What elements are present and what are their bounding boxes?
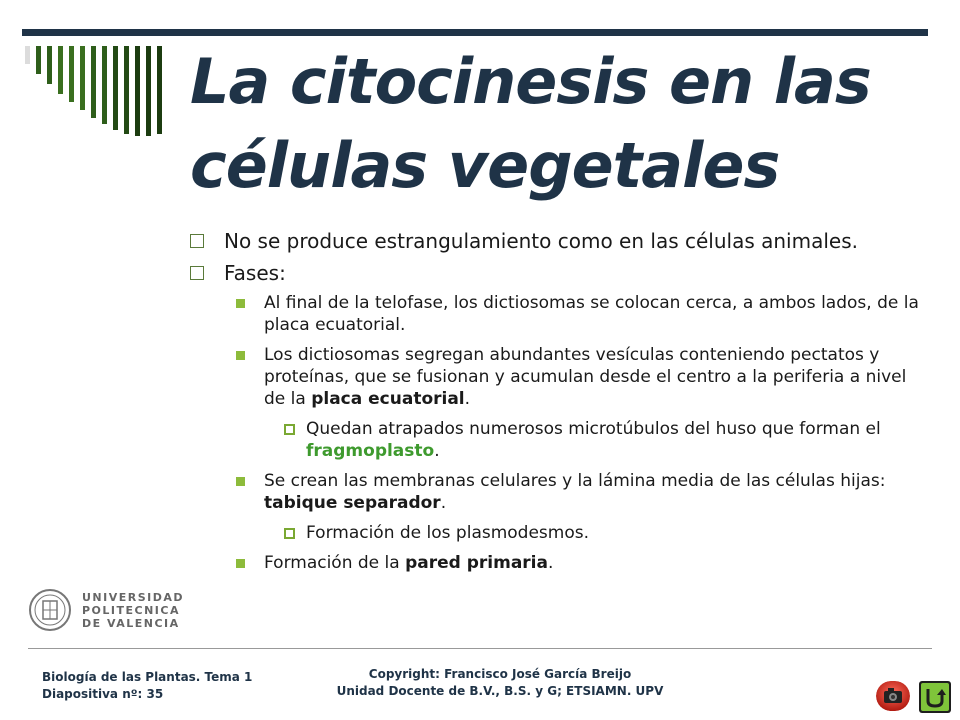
slide-title bbox=[190, 40, 930, 208]
sub-fragmoplasto bbox=[188, 418, 928, 462]
slide-number: Diapositiva nº: 35 bbox=[42, 687, 164, 701]
phase-end: . bbox=[547, 553, 554, 573]
phase-text: Al final de la telofase, los dictiosomas se colocan cerca, a ambos lados, de la placa ecuatorial. bbox=[264, 293, 919, 335]
outlined-square-bullet-icon bbox=[284, 424, 295, 435]
hollow-square-bullet-icon bbox=[190, 234, 204, 248]
footer-divider bbox=[28, 648, 932, 649]
university-seal-icon bbox=[28, 588, 72, 632]
phase-text: Se crean las membranas celulares y la lámina media de las células hijas: bbox=[264, 471, 886, 491]
slide-content bbox=[188, 228, 928, 582]
decorative-stripes bbox=[25, 46, 185, 136]
unit-text: Unidad Docente de B.V., B.S. y G; ETSIAMN. UPV bbox=[336, 684, 664, 698]
bullet-no-estrangulamiento bbox=[188, 228, 928, 254]
logo-line-2: POLITECNICA bbox=[82, 604, 180, 617]
title-line-1: La citocinesis en las bbox=[190, 45, 871, 118]
outlined-square-bullet-icon bbox=[284, 528, 295, 539]
university-logo bbox=[28, 588, 185, 632]
phase-dictiosomas bbox=[188, 344, 928, 410]
bullet-text: Fases: bbox=[224, 261, 286, 285]
footer-course-info bbox=[42, 669, 252, 703]
sub-text: Quedan atrapados numerosos microtúbulos del huso que forman el bbox=[306, 419, 881, 439]
fragmoplasto-highlight: fragmoplasto bbox=[306, 441, 435, 461]
copyright-text: Copyright: Francisco José García Breijo bbox=[368, 667, 632, 681]
logo-line-1: UNIVERSIDAD bbox=[82, 591, 185, 604]
phase-end: . bbox=[464, 389, 471, 409]
phase-telofase bbox=[188, 292, 928, 336]
phase-text: Formación de la bbox=[264, 553, 406, 573]
camera-button[interactable] bbox=[876, 681, 910, 711]
placa-ecuatorial-highlight: placa ecuatorial bbox=[311, 389, 465, 409]
course-name: Biología de las Plantas. Tema 1 bbox=[42, 670, 253, 684]
logo-line-3: DE VALENCIA bbox=[82, 617, 180, 630]
top-rule bbox=[22, 29, 928, 36]
title-line-2: células vegetales bbox=[190, 129, 780, 202]
green-square-bullet-icon bbox=[236, 477, 245, 486]
green-square-bullet-icon bbox=[236, 351, 245, 360]
tabique-separador-highlight: tabique separador bbox=[264, 493, 441, 513]
phase-pared-primaria bbox=[188, 552, 928, 574]
bullet-fases bbox=[188, 260, 928, 286]
sub-plasmodesmos bbox=[188, 522, 928, 544]
bullet-text: No se produce estrangulamiento como en las células animales. bbox=[224, 229, 858, 253]
green-square-bullet-icon bbox=[236, 559, 245, 568]
phase-membranas bbox=[188, 470, 928, 514]
pared-primaria-highlight: pared primaria bbox=[405, 553, 548, 573]
footer-copyright bbox=[330, 666, 670, 700]
sub-end: . bbox=[434, 441, 440, 461]
green-square-bullet-icon bbox=[236, 299, 245, 308]
return-button[interactable] bbox=[919, 681, 951, 713]
phase-text: Los dictiosomas segregan abundantes vesículas conteniendo pectatos y proteínas, que se fusionan y acumulan desde el centro a la periferia a nivel de la bbox=[264, 345, 907, 409]
university-name bbox=[82, 591, 184, 630]
phase-end: . bbox=[440, 493, 447, 513]
sub-text: Formación de los plasmodesmos. bbox=[306, 523, 590, 543]
hollow-square-bullet-icon bbox=[190, 266, 204, 280]
